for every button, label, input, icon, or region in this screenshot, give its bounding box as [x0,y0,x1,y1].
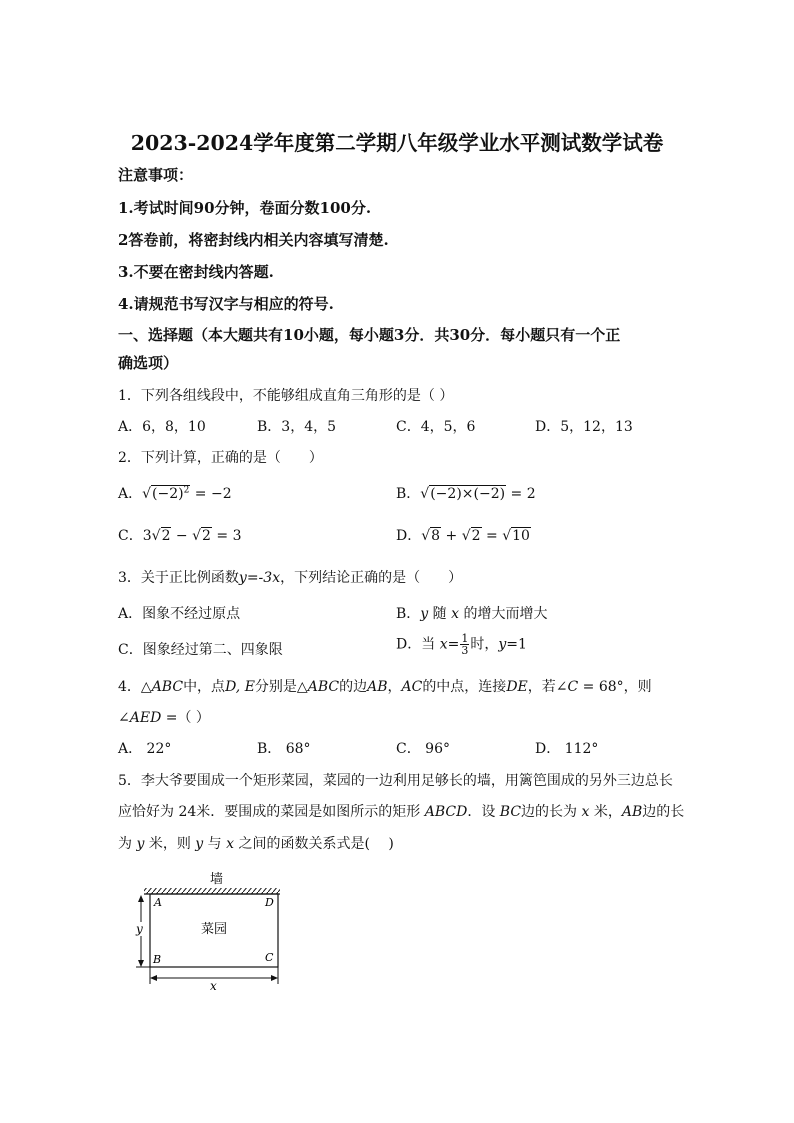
q5-stem-line3: 为 y 米，则 y 与 x 之间的函数关系式是( ) [118,836,394,852]
q2-option-a: A．$√(-2)^2 = -2$ [118,485,232,502]
garden-label: 菜园 [201,922,228,937]
q3-option-c: C．图象经过第二、四象限 [118,642,283,658]
q4-stem-line2: ∠AED =（ ） [118,710,210,726]
q4-stem-line1: 4．△ABC中，点D, E分别是△ABC的边AB，AC的中点，连接DE，若∠C = 68°，则 [118,679,652,695]
q4-option-a: A． 22° [118,741,172,757]
q3-stem: 3．关于正比例函数y=-3x，下列结论正确的是（ ） [118,570,463,586]
q2-option-b: B．√(−2)×(−2) = 2 [396,486,536,502]
q1-option-b: B．3，4，5 [257,419,337,435]
q1-option-c: C．4，5，6 [396,419,476,435]
q3-option-b: B．y 随 x 的增大而增大 [396,606,548,622]
vertex-b: B [153,953,162,966]
vertex-a: A [154,896,162,909]
q1-option-d: D．5，12，13 [535,419,633,435]
note-item-2: 2答卷前，将密封线内相关内容填写清楚. [118,231,389,249]
x-arrow-left [150,975,157,981]
q1-option-a: A．6，8，10 [118,419,206,435]
q2-option-c: C．3√2 − √2 = 3 [118,528,242,544]
q2-option-d: D．√8 + √2 = √10 [396,528,530,544]
q3-option-a: A．图象不经过原点 [118,606,241,622]
section1-heading-line1: 一、选择题（本大题共有10小题，每小题3分．共30分．每小题只有一个正 [118,326,621,344]
q5-stem-line1: 5．李大爷要围成一个矩形菜园，菜园的一边利用足够长的墙，用篱笆围成的另外三边总长 [118,773,673,789]
q2-stem: 2．下列计算，正确的是（ ） [118,450,323,466]
q5-stem-line2: 应恰好为 24米．要围成的菜园是如图所示的矩形 ABCD．设 BC边的长为 x 米，AB边的长 [118,804,685,820]
page-title: 2023-2024学年度第二学期八年级学业水平测试数学试卷 [130,131,664,155]
q4-option-d: D． 112° [535,741,599,757]
y-arrow-bottom [138,960,144,967]
garden-diagram [128,868,298,993]
wall-label: 墙 [210,872,224,887]
q3-option-d: D．当 x= $\frac{1}{3}$ 时，y=1 [396,632,527,657]
q4-option-b: B． 68° [257,741,311,757]
notes-heading: 注意事项： [118,166,194,184]
q1-stem: 1．下列各组线段中，不能够组成直角三角形的是（ ） [118,388,454,404]
q4-option-c: C． 96° [396,741,450,757]
fraction-one-third: $\frac{1}{3}$ [461,632,469,657]
y-dimension-label: y [136,922,143,936]
note-item-3: 3.不要在密封线内答题. [118,263,274,281]
vertex-c: C [265,951,274,964]
x-dimension-label: x [210,979,217,993]
note-item-4: 4.请规范书写汉字与相应的符号. [118,295,334,313]
x-arrow-right [271,975,278,981]
y-arrow-top [138,895,144,902]
vertex-d: D [265,896,274,909]
note-item-1: 1.考试时间90分钟，卷面分数100分. [118,199,372,217]
wall-hatch [144,888,280,894]
section1-heading-line2: 确选项） [118,354,179,372]
